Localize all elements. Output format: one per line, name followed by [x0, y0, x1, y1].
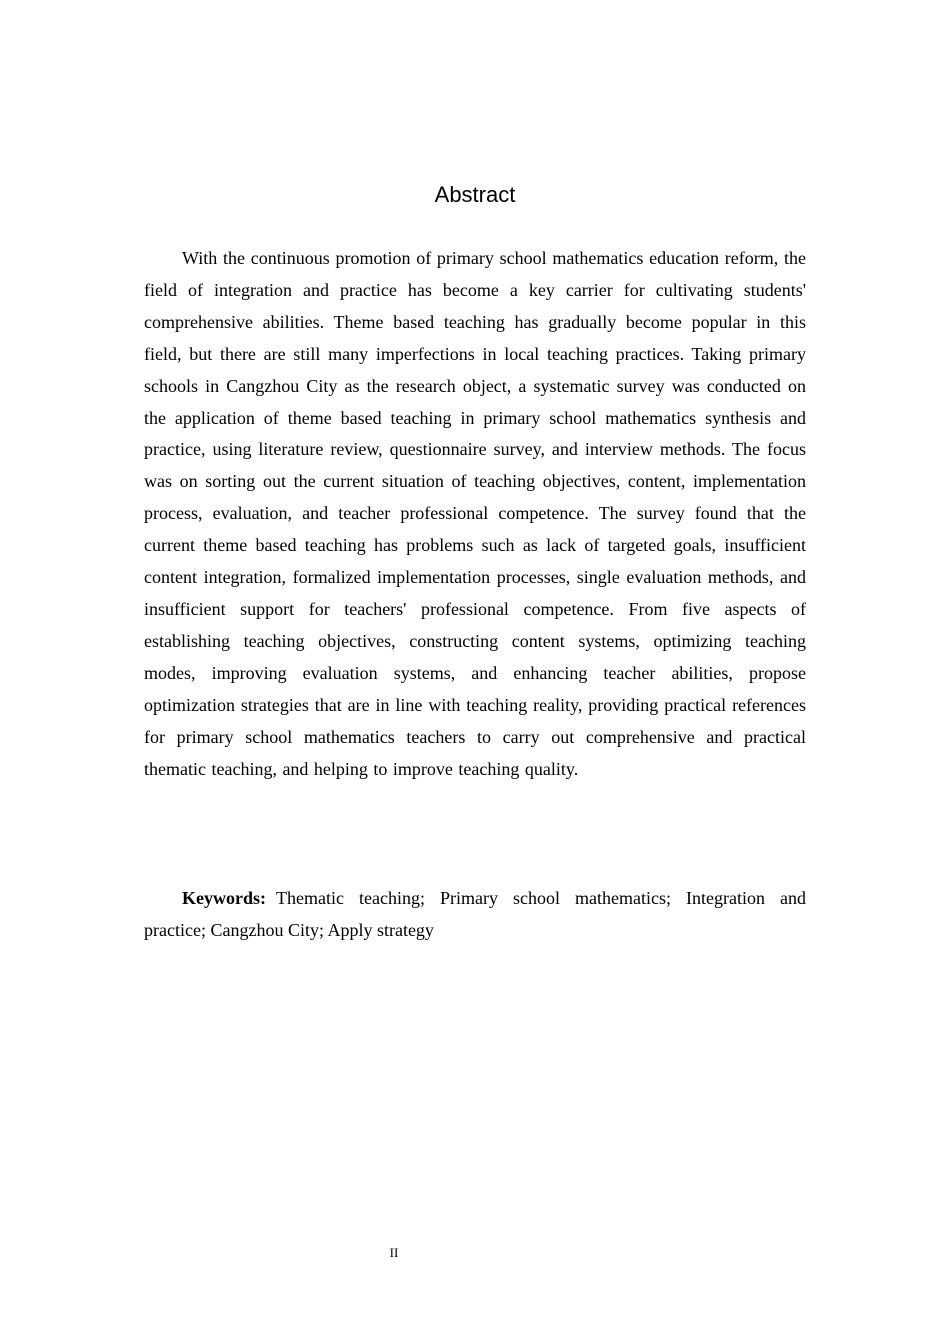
keywords-label: Keywords:	[182, 888, 266, 908]
keywords-paragraph	[144, 882, 806, 946]
keywords-list: Thematic teaching; Primary school mathematics; Integration and practice; Cangzhou City; Apply strategy	[144, 888, 806, 940]
abstract-paragraph: With the continuous promotion of primary school mathematics education reform, the field of integration and practice has become a key carrier for cultivating students' comprehensive abilities. Theme based teaching has gradually become popular in this field, but there are still many imperfections in local teaching practices. Taking primary schools in Cangzhou City as the research object, a systematic survey was conducted on the application of theme based teaching in primary school mathematics synthesis and practice, using literature review, questionnaire survey, and interview methods. The focus was on sorting out the current situation of teaching objectives, content, implementation process, evaluation, and teacher professional competence. The survey found that the current theme based teaching has problems such as lack of targeted goals, insufficient content integration, formalized implementation processes, single evaluation methods, and insufficient support for teachers' professional competence. From five aspects of establishing teaching objectives, constructing content systems, optimizing teaching modes, improving evaluation systems, and enhancing teacher abilities, propose optimization strategies that are in line with teaching reality, providing practical references for primary school mathematics teachers to carry out comprehensive and practical thematic teaching, and helping to improve teaching quality.	[144, 248, 806, 779]
abstract-title: Abstract	[434, 182, 516, 207]
page-number: II	[389, 1245, 399, 1260]
